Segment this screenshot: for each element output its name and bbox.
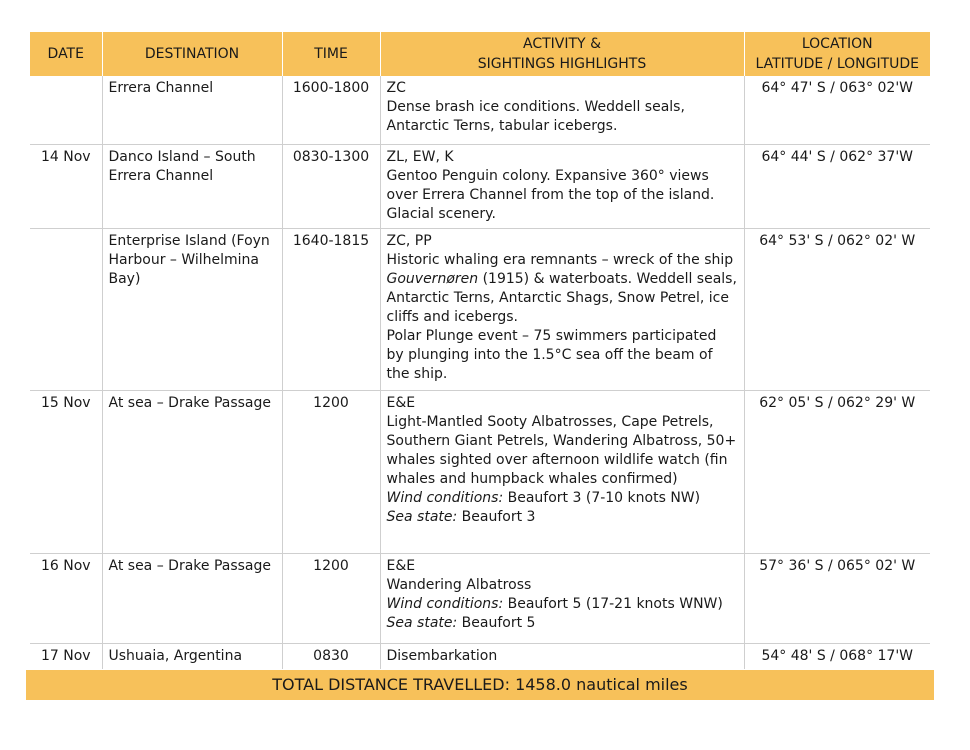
date-cell: 16 Nov	[30, 553, 102, 643]
highlights-pre: Historic whaling era remnants – wreck of the ship	[386, 251, 734, 268]
location-cell: 64° 47' S / 063° 02'W	[744, 76, 930, 144]
activity-cell	[380, 553, 744, 643]
highlights-post: (1915) & waterboats. Weddell seals, Antarctic Terns, Antarctic Shags, Snow Petrel, ice cliffs and icebergs.	[386, 270, 737, 325]
activity-cell	[380, 643, 744, 669]
sea-value: Beaufort 3	[457, 508, 536, 525]
date-cell: 14 Nov	[30, 144, 102, 228]
table-row	[30, 390, 930, 553]
time-cell: 1200	[282, 553, 380, 643]
header-location-line2: LATITUDE / LONGITUDE	[755, 56, 920, 72]
activity-highlights	[387, 251, 738, 327]
itinerary-table	[30, 32, 930, 669]
location-cell: 64° 53' S / 062° 02' W	[744, 228, 930, 390]
activity-cell	[380, 390, 744, 553]
activity-highlights: Dense brash ice conditions. Weddell seals, Antarctic Terns, tabular icebergs.	[386, 99, 685, 134]
table-row	[30, 76, 930, 144]
sea-state	[387, 614, 738, 633]
destination-cell: Ushuaia, Argentina	[102, 643, 282, 669]
activity-codes: Disembarkation	[386, 647, 498, 664]
location-cell: 57° 36' S / 065° 02' W	[744, 553, 930, 643]
destination-cell: At sea – Drake Passage	[102, 390, 282, 553]
sea-label: Sea state:	[386, 614, 458, 631]
itinerary-log	[30, 32, 930, 669]
sea-value: Beaufort 5	[457, 614, 536, 631]
activity-cell	[380, 228, 744, 390]
activity-cell	[380, 144, 744, 228]
activity-codes: E&E	[386, 394, 416, 411]
destination-cell: At sea – Drake Passage	[102, 553, 282, 643]
time-cell: 1200	[282, 390, 380, 553]
wind-value: Beaufort 3 (7-10 knots NW)	[503, 489, 701, 506]
header-activity-line1: ACTIVITY &	[523, 36, 601, 52]
table-row	[30, 228, 930, 390]
header-location	[744, 32, 930, 76]
wind-conditions	[387, 595, 738, 614]
table-row	[30, 643, 930, 669]
activity-codes: ZL, EW, K	[386, 148, 454, 165]
activity-codes: ZC, PP	[386, 232, 432, 249]
activity-cell	[380, 76, 744, 144]
table-row	[30, 144, 930, 228]
destination-cell: Danco Island – South Errera Channel	[102, 144, 282, 228]
polar-plunge-note: Polar Plunge event – 75 swimmers participated by plunging into the 1.5°C sea off the beam of the ship.	[386, 327, 717, 382]
activity-highlights: Wandering Albatross	[386, 576, 532, 593]
header-activity	[380, 32, 744, 76]
location-cell: 64° 44' S / 062° 37'W	[744, 144, 930, 228]
activity-codes: ZC	[386, 80, 406, 96]
table-row	[30, 553, 930, 643]
date-cell	[30, 228, 102, 390]
location-cell: 62° 05' S / 062° 29' W	[744, 390, 930, 553]
header-time: TIME	[282, 32, 380, 76]
destination-cell: Enterprise Island (Foyn Harbour – Wilhelmina Bay)	[102, 228, 282, 390]
header-location-line1: LOCATION	[801, 36, 873, 52]
header-destination: DESTINATION	[102, 32, 282, 76]
time-cell: 0830-1300	[282, 144, 380, 228]
time-cell: 1600-1800	[282, 76, 380, 144]
wind-conditions	[387, 489, 738, 508]
table-header-row	[30, 32, 930, 76]
date-cell: 17 Nov	[40, 647, 91, 664]
ship-name: Gouvernøren	[386, 270, 479, 287]
date-cell	[30, 76, 102, 144]
destination-cell: Errera Channel	[102, 76, 282, 144]
sea-state	[387, 508, 738, 527]
sea-label: Sea state:	[386, 508, 458, 525]
time-cell: 0830	[282, 643, 380, 669]
activity-highlights: Gentoo Penguin colony. Expansive 360° views over Errera Channel from the top of the island. Glacial scenery.	[386, 167, 715, 222]
activity-highlights: Light-Mantled Sooty Albatrosses, Cape Petrels, Southern Giant Petrels, Wandering Albatross, 50+ whales sighted over afternoon wildlife watch (fin whales and humpback whales confirmed)	[386, 413, 737, 487]
location-cell: 54° 48' S / 068° 17'W	[744, 643, 930, 669]
date-cell: 15 Nov	[30, 390, 102, 553]
time-cell: 1640-1815	[282, 228, 380, 390]
wind-value: Beaufort 5 (17-21 knots WNW)	[503, 595, 723, 612]
header-activity-line2: SIGHTINGS HIGHLIGHTS	[477, 56, 647, 72]
header-date: DATE	[30, 32, 102, 76]
activity-codes: E&E	[386, 557, 416, 574]
wind-label: Wind conditions:	[386, 595, 504, 612]
total-distance-bar: TOTAL DISTANCE TRAVELLED: 1458.0 nautical miles	[26, 670, 934, 700]
wind-label: Wind conditions:	[386, 489, 504, 506]
